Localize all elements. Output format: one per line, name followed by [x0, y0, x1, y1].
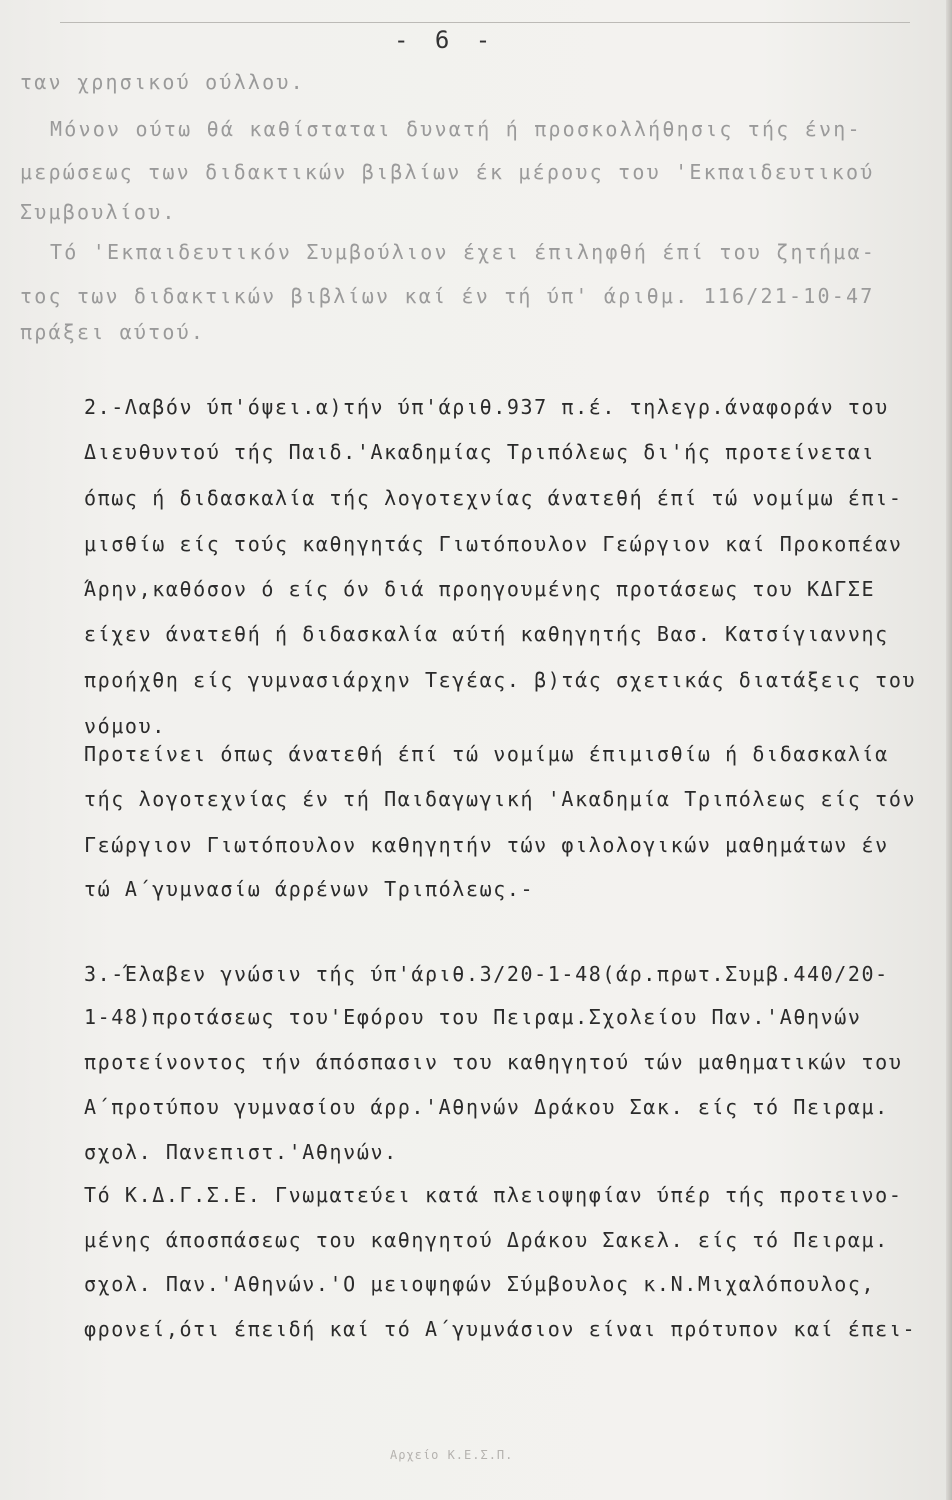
text-line: Τό Κ.Δ.Γ.Σ.Ε. Γνωματεύει κατά πλειοψηφίαν ύπέρ τής προτεινο-	[84, 1183, 903, 1207]
text-line: σχολ. Πανεπιστ.'Αθηνών.	[84, 1140, 398, 1164]
text-line: μισθίω είς τούς καθηγητάς Γιωτόπουλον Γεώργιον καί Προκοπέαν	[84, 532, 903, 556]
header-rule	[60, 22, 910, 23]
text-line: Μόνον ούτω θά καθίσταται δυνατή ή προσκολλήθησις τής ένη-	[50, 117, 862, 141]
text-line: φρονεί,ότι έπειδή καί τό Α΄γυμνάσιον είναι πρότυπον καί έπει-	[84, 1317, 917, 1341]
text-line: νόμου.	[84, 714, 166, 738]
text-line: μερώσεως των διδακτικών βιβλίων έκ μέρους του 'Εκπαιδευτικού	[20, 160, 875, 184]
text-line: σχολ. Παν.'Αθηνών.'Ο μειοψηφών Σύμβουλος κ.Ν.Μιχαλόπουλος,	[84, 1272, 876, 1296]
text-line: όπως ή διδασκαλία τής λογοτεχνίας άνατεθή έπί τώ νομίμω έπι-	[84, 486, 903, 510]
text-line: είχεν άνατεθή ή διδασκαλία αύτή καθηγητής Βασ. Κατσίγιαννης	[84, 622, 889, 646]
text-line: μένης άποσπάσεως του καθηγητού Δράκου Σακελ. είς τό Πειραμ.	[84, 1228, 889, 1252]
text-line: Γεώργιον Γιωτόπουλον καθηγητήν τών φιλολογικών μαθημάτων έν	[84, 833, 889, 857]
text-line: Τό 'Εκπαιδευτικόν Συμβούλιον έχει έπιληφθή έπί του ζητήμα-	[50, 240, 876, 264]
text-line: τος των διδακτικών βιβλίων καί έν τή ύπ' άριθμ. 116/21-10-47	[20, 284, 875, 308]
text-line: 3.-Έλαβεν γνώσιν τής ύπ'άριθ.3/20-1-48(άρ.πρωτ.Συμβ.440/20-	[84, 962, 889, 986]
archive-stamp: Αρχείο Κ.Ε.Σ.Π.	[390, 1448, 514, 1462]
text-line: Α΄προτύπου γυμνασίου άρρ.'Αθηνών Δράκου Σακ. είς τό Πειραμ.	[84, 1095, 889, 1119]
text-line: Προτείνει όπως άνατεθή έπί τώ νομίμω έπιμισθίω ή διδασκαλία	[84, 742, 889, 766]
text-line: τώ Α΄γυμνασίω άρρένων Τριπόλεως.-	[84, 877, 535, 901]
text-line: προήχθη είς γυμνασιάρχην Τεγέας. β)τάς σχετικάς διατάξεις του	[84, 668, 917, 692]
page-edge	[946, 0, 952, 1500]
text-line: 1-48)προτάσεως του'Εφόρου του Πειραμ.Σχολείου Παν.'Αθηνών	[84, 1005, 862, 1029]
text-line: τής λογοτεχνίας έν τή Παιδαγωγική 'Ακαδημία Τριπόλεως είς τόν	[84, 787, 917, 811]
page-number: - 6 -	[394, 26, 497, 54]
text-line: πράξει αύτού.	[20, 320, 206, 344]
text-line: προτείνοντος τήν άπόσπασιν του καθηγητού τών μαθηματικών του	[84, 1050, 903, 1074]
text-line: Διευθυντού τής Παιδ.'Ακαδημίας Τριπόλεως δι'ής προτείνεται	[84, 440, 876, 464]
text-line: Συμβουλίου.	[20, 200, 177, 224]
text-line: ταν χρησικού ούλλου.	[20, 70, 305, 94]
text-line: 2.-Λαβόν ύπ'όψει.α)τήν ύπ'άριθ.937 π.έ. τηλεγρ.άναφοράν του	[84, 395, 889, 419]
text-line: Άρην,καθόσον ό είς όν διά προηγουμένης προτάσεως του ΚΔΓΣΕ	[84, 577, 876, 601]
